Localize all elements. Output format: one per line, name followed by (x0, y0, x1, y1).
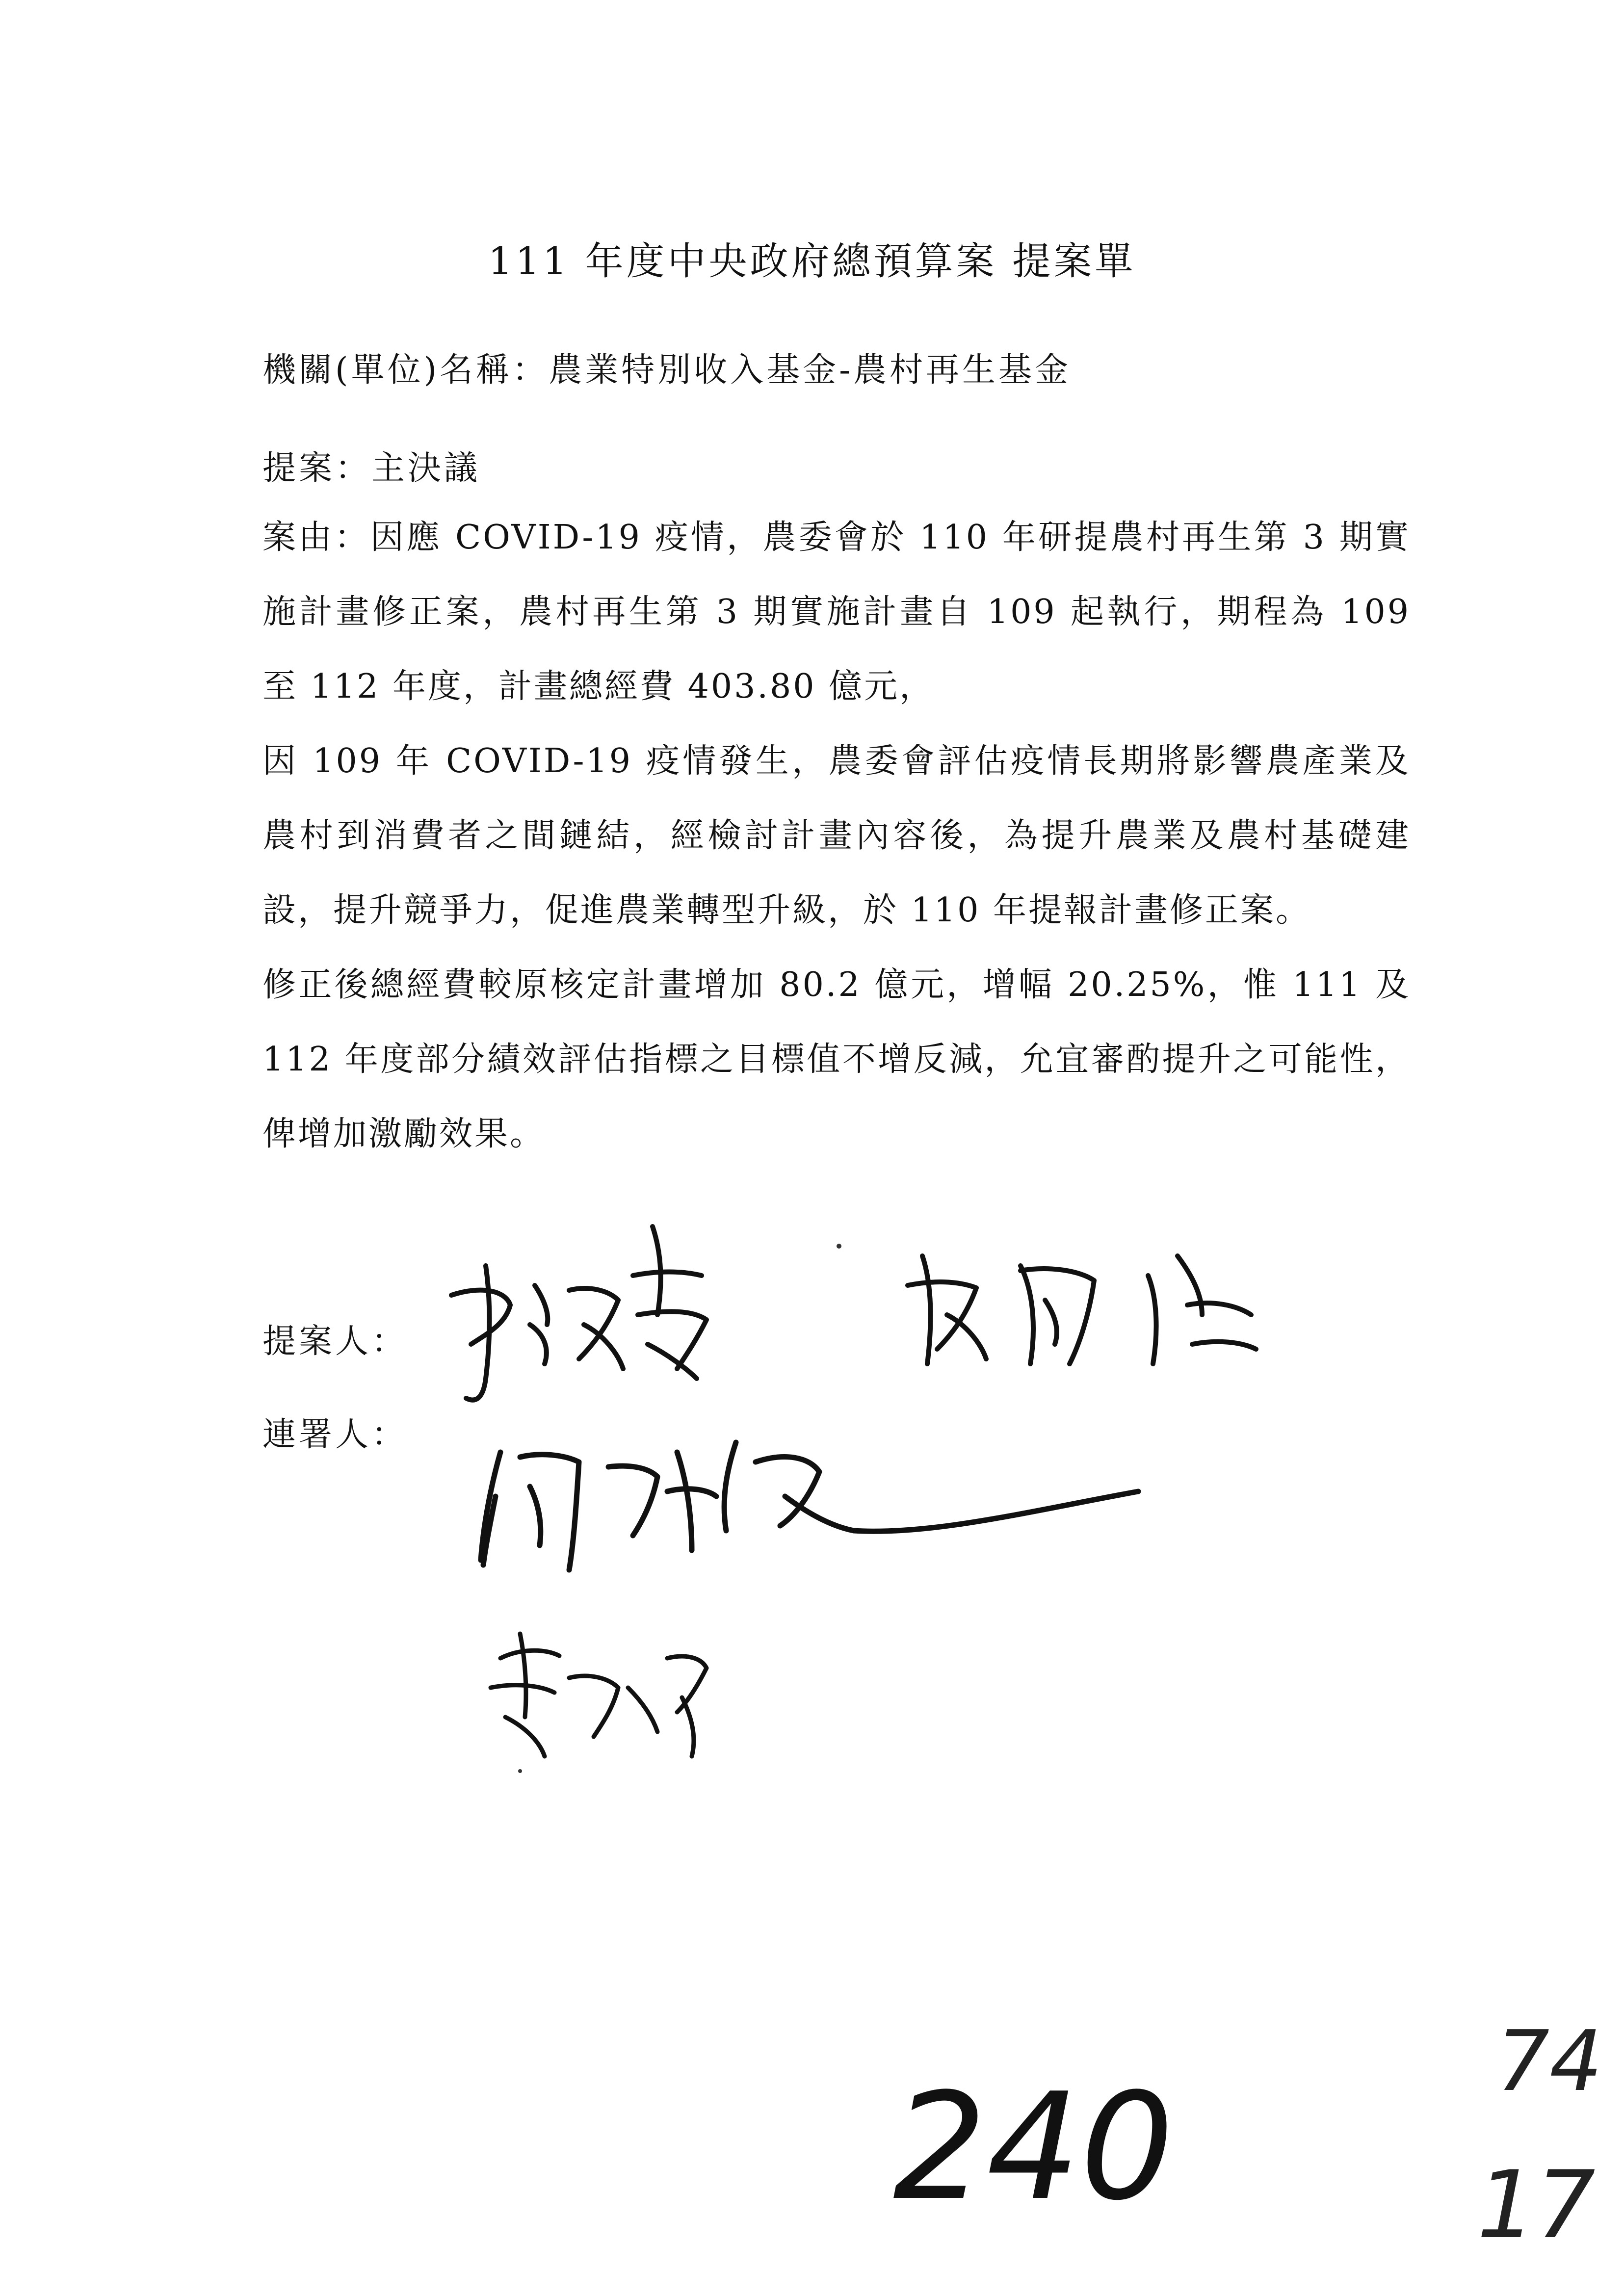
cosigner-signature-2 (491, 1634, 707, 1756)
stray-dot (518, 1769, 522, 1773)
paragraph-background: 因 109 年 COVID-19 疫情發生，農委會評估疫情長期將影響農產業及農村到消費者之間鏈結，經檢討計畫內容後，為提升農業及農村基礎建設，提升競爭力，促進農業轉型升級，於 110 年提報計畫修正案。 (262, 742, 1411, 930)
corner-mark-bottom: 17 (1477, 2151, 1596, 2259)
stray-dot (837, 1244, 841, 1249)
paragraph-budget-change: 修正後總經費較原核定計畫增加 80.2 億元，增幅 20.25%，惟 111 及 112 年度部分績效評估指標之目標值不增反減，允宜審酌提升之可能性，俾增加激勵效果。 (262, 965, 1411, 1153)
cosigner-label: 連署人： (262, 1415, 408, 1454)
agency-label: 機關(單位)名稱： (262, 351, 549, 390)
corner-handwritten-marks (1477, 2013, 1602, 2259)
proposer-signature-2 (908, 1256, 1256, 1364)
proposer-signature-1 (451, 1226, 707, 1400)
proposal-value: 主決議 (371, 449, 481, 488)
paragraph-case-reason: 案由：因應 COVID-19 疫情，農委會於 110 年研提農村再生第 3 期實施計畫修正案，農村再生第 3 期實施計畫自 109 起執行，期程為 109 至 112 年度，計畫總經費 403.80 億元， (262, 518, 1411, 706)
page-number-text: 240 (893, 2061, 1174, 2233)
handwritten-page-number (893, 2061, 1174, 2233)
agency-value: 農業特別收入基金-農村再生基金 (549, 351, 1072, 390)
corner-mark-top: 74 (1496, 2013, 1603, 2110)
document-title: 111 年度中央政府總預算案 提案單 (488, 239, 1136, 284)
proposal-label: 提案： (262, 449, 372, 488)
proposer-label: 提案人： (262, 1322, 408, 1361)
cosigner-signature-1 (481, 1442, 1138, 1570)
